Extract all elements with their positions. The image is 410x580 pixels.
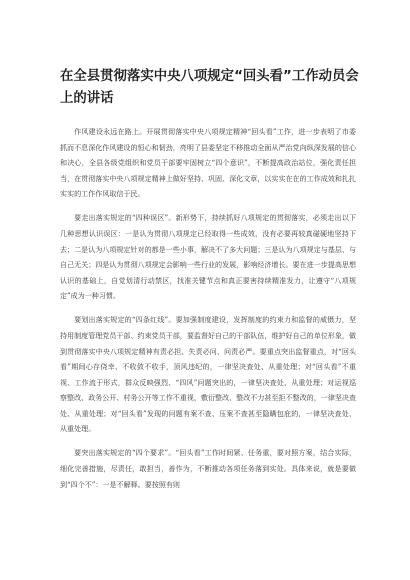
speech-title: 在全县贯彻落实中央八项规定“回头看”工作动员会上的讲话: [60, 69, 359, 106]
paragraph-work-style: 作风建设永远在路上。开展贯彻落实中央八项规定精神“回头看”工作，进一步表明了市委抓而不息深化作风建设的恒心和韧劲，亮明了县委坚定不移推动全面从严治党向纵深发展的信心和决心，全县各级党组织和党员干部要牢固树立“四个意识”，不断提高政治站位，强化责任担当，在贯彻落实中央八项规定精神上做好坚持、巩固、深化文章，以实实在在的工作成效和扎扎实实的工作作风取信于民。: [60, 127, 356, 199]
paragraph-four-requirements: 要突出落实规定的“四个要求”。“回头看”工作时间紧、任务重，要对照方案，结合实际，细化完善措施，尽责任，敢担当，善作为，不断推动各项任务落到实处。具体来说，就是要做到“四个不”：一是不解释。要按照有则: [60, 448, 356, 489]
speech-body: [60, 124, 356, 492]
paragraph-four-misconceptions: 要走出落实规定的“四种误区”。新形势下，持续抓好八项规定的贯彻落实，必须走出以下几种思想认识误区：一是认为贯彻八项规定已经取得一些成效，没有必要再较真碰硬地坚持下去；二是认为八项规定针对的都是一些小事，解决不了多大问题；三是认为八项规定与基层、与自己无关；四是认为贯彻八项规定会影响一些行业的发展，影响经济增长。要在进一步提高思想认识的基础上，自觉划清行动禁区，找准关键节点和真正要害持续精准发力，让遵守“八项规定”成为一种习惯。: [60, 213, 356, 301]
paragraph-four-red-lines: 要划出落实规定的“四条红线”。要加强制度建设，发挥制度的约束力和监督的威慑力，坚持用制度管理党员干部、约束党员干部，要监督好自己的干部队伍，维护好自己的单位形象，做到贯彻落实中央八项规定精神有责必担、失责必问、问责必严。要重点突出监督重点，对“回头看”期间心存侥幸、不收敛不收手，顶风违纪的，一律坚决查处、从重处理；对“回头看”不重视、工作流于形式，群众反映强烈、“四风”问题突出的，一律坚决查处、从重处理；对运视巡察整改、政务公开、村务公开等工作不重视，敷衍整改、整改不力甚至拒不整改的，一律坚决查处、从重处理；对“回头看”发现的问题有案不查、压案不查甚至隐瞒包庇的，一律坚决查处、从重处理。: [60, 315, 356, 434]
